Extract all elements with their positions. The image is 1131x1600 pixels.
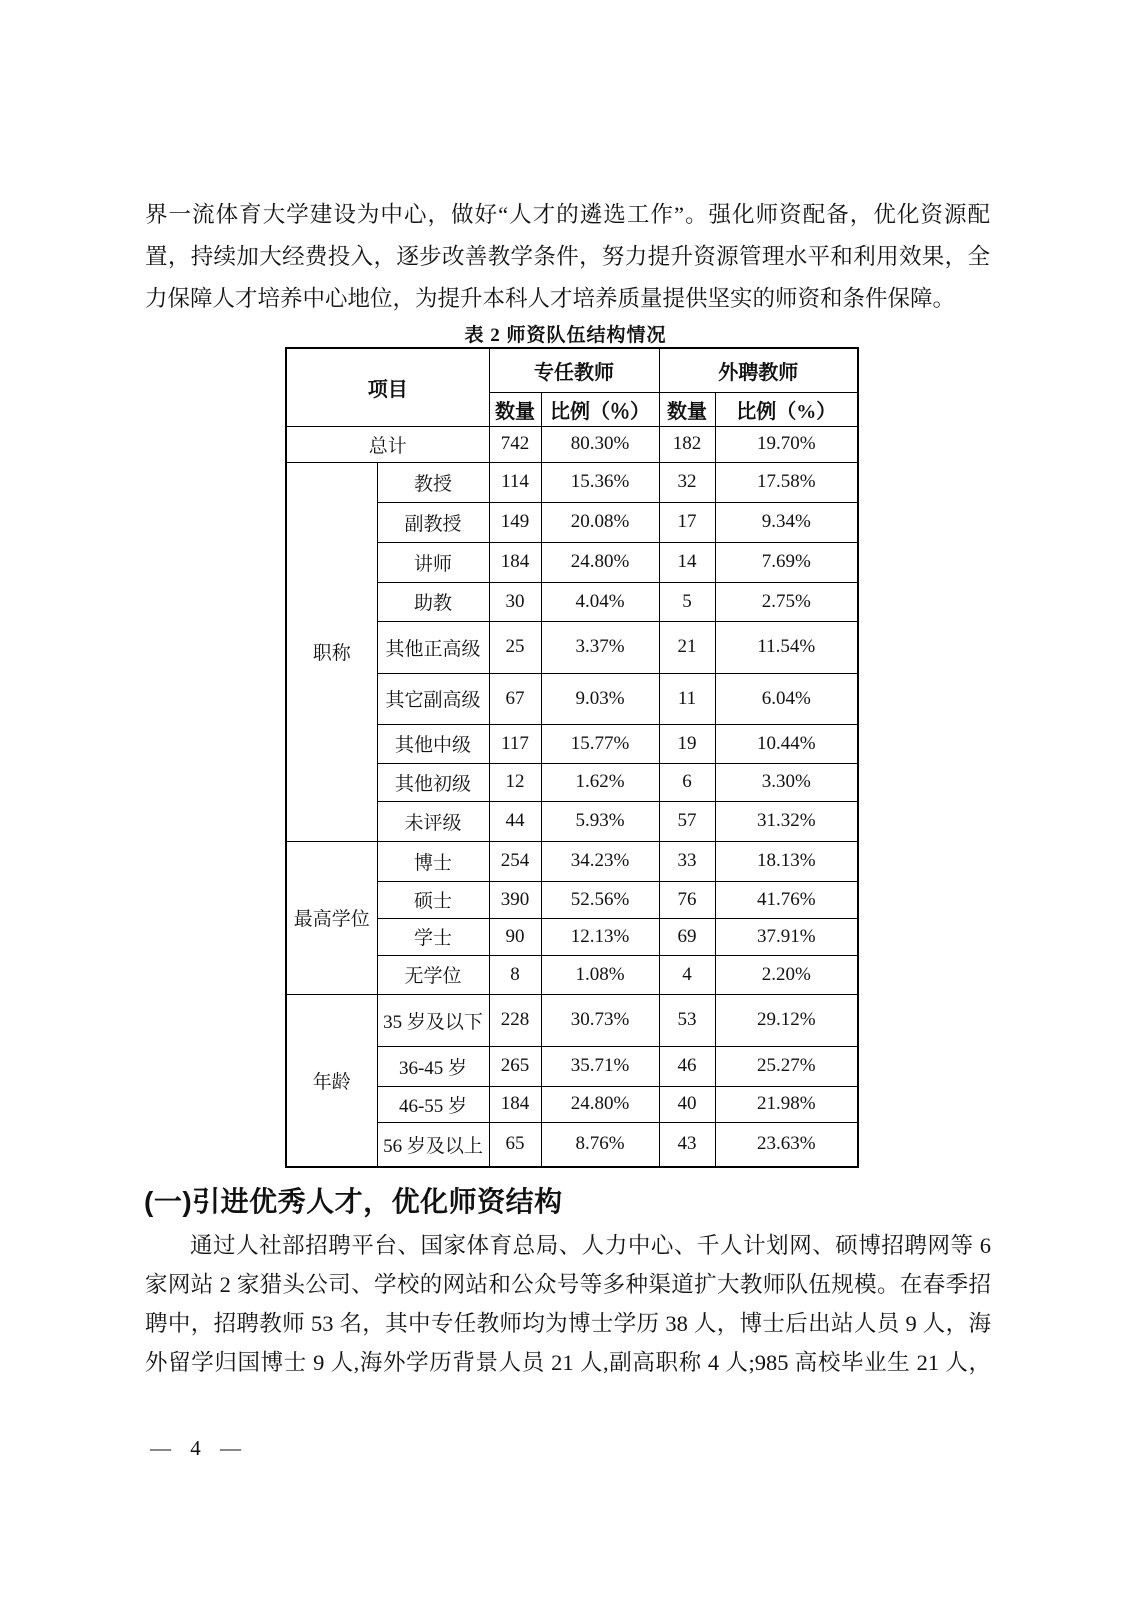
ext-count-cell: 46 bbox=[659, 1046, 715, 1086]
ft-ratio-cell: 34.23% bbox=[541, 841, 659, 881]
ft-count-cell: 67 bbox=[489, 673, 541, 724]
row-label-cell: 硕士 bbox=[377, 881, 489, 918]
table-row bbox=[286, 994, 858, 1046]
ft-count-cell: 184 bbox=[489, 542, 541, 582]
ft-ratio-cell: 15.77% bbox=[541, 724, 659, 763]
row-label-cell: 助教 bbox=[377, 582, 489, 621]
ext-ratio-cell: 9.34% bbox=[715, 502, 858, 542]
paragraph-line: 界一流体育大学建设为中心，做好“人才的遴选工作”。强化师资配备，优化资源配 bbox=[145, 202, 990, 227]
ext-count-cell: 40 bbox=[659, 1086, 715, 1122]
ft-count-cell: 90 bbox=[489, 918, 541, 955]
row-label-cell: 博士 bbox=[377, 841, 489, 881]
ft-ratio-cell: 24.80% bbox=[541, 542, 659, 582]
ext-count-cell: 14 bbox=[659, 542, 715, 582]
ext-ratio-cell: 7.69% bbox=[715, 542, 858, 582]
ft-ratio-cell: 9.03% bbox=[541, 673, 659, 724]
row-label-cell: 讲师 bbox=[377, 542, 489, 582]
ft-ratio-cell: 5.93% bbox=[541, 801, 659, 841]
ft-ratio-cell: 1.62% bbox=[541, 763, 659, 801]
ft-ratio-cell: 8.76% bbox=[541, 1122, 659, 1167]
ft-ratio-cell: 15.36% bbox=[541, 462, 659, 502]
paragraph-line: 置，持续加大经费投入，逐步改善教学条件，努力提升资源管理水平和利用效果，全 bbox=[145, 244, 990, 269]
ext-ratio-cell: 37.91% bbox=[715, 918, 858, 955]
paragraph-line: 聘中，招聘教师 53 名，其中专任教师均为博士学历 38 人，博士后出站人员 9 人，海 bbox=[145, 1311, 991, 1336]
ext-count-cell: 76 bbox=[659, 881, 715, 918]
paragraph-line: 家网站 2 家猎头公司、学校的网站和公众号等多种渠道扩大教师队伍规模。在春季招 bbox=[145, 1272, 991, 1297]
ext-count-cell: 19 bbox=[659, 724, 715, 763]
paragraph-line: 通过人社部招聘平台、国家体育总局、人力中心、千人计划网、硕博招聘网等 6 bbox=[190, 1233, 991, 1258]
ft-count-cell: 25 bbox=[489, 621, 541, 673]
col-header-ft-count: 数量 bbox=[489, 392, 541, 426]
ext-ratio-cell: 17.58% bbox=[715, 462, 858, 502]
ext-ratio-cell: 2.20% bbox=[715, 955, 858, 994]
ft-count-cell: 65 bbox=[489, 1122, 541, 1167]
ext-count-cell: 33 bbox=[659, 841, 715, 881]
group-label-cell: 最高学位 bbox=[286, 841, 377, 994]
table-header-row bbox=[286, 348, 858, 392]
ext-ratio-cell: 31.32% bbox=[715, 801, 858, 841]
ft-ratio-cell: 20.08% bbox=[541, 502, 659, 542]
row-label-cell: 其它副高级 bbox=[377, 673, 489, 724]
row-label-cell: 学士 bbox=[377, 918, 489, 955]
col-header-ft-ratio: 比例（％） bbox=[541, 392, 659, 426]
ft-count-cell: 12 bbox=[489, 763, 541, 801]
ft-ratio-cell: 1.08% bbox=[541, 955, 659, 994]
ext-ratio-cell: 11.54% bbox=[715, 621, 858, 673]
ft-count-cell: 30 bbox=[489, 582, 541, 621]
group-label-cell: 职称 bbox=[286, 462, 377, 841]
group-label-cell: 年龄 bbox=[286, 994, 377, 1167]
ext-ratio-cell: 41.76% bbox=[715, 881, 858, 918]
ext-count-cell: 182 bbox=[659, 426, 715, 462]
ext-count-cell: 43 bbox=[659, 1122, 715, 1167]
ext-count-cell: 32 bbox=[659, 462, 715, 502]
paragraph-line: 外留学归国博士 9 人,海外学历背景人员 21 人,副高职称 4 人;985 高校毕业生 21 人， bbox=[145, 1350, 991, 1375]
ext-count-cell: 53 bbox=[659, 994, 715, 1046]
row-label-cell: 无学位 bbox=[377, 955, 489, 994]
ext-count-cell: 4 bbox=[659, 955, 715, 994]
ext-ratio-cell: 10.44% bbox=[715, 724, 858, 763]
ext-count-cell: 21 bbox=[659, 621, 715, 673]
col-header-fulltime: 专任教师 bbox=[489, 348, 659, 392]
ft-count-cell: 265 bbox=[489, 1046, 541, 1086]
paragraph-line: 力保障人才培养中心地位，为提升本科人才培养质量提供坚实的师资和条件保障。 bbox=[145, 286, 956, 311]
ft-count-cell: 117 bbox=[489, 724, 541, 763]
table-row bbox=[286, 462, 858, 502]
ext-ratio-cell: 23.63% bbox=[715, 1122, 858, 1167]
ext-count-cell: 11 bbox=[659, 673, 715, 724]
row-label-cell: 46-55 岁 bbox=[377, 1086, 489, 1122]
row-label-cell: 其他初级 bbox=[377, 763, 489, 801]
ft-count-cell: 149 bbox=[489, 502, 541, 542]
ext-count-cell: 69 bbox=[659, 918, 715, 955]
col-header-ext-count: 数量 bbox=[659, 392, 715, 426]
ft-count-cell: 228 bbox=[489, 994, 541, 1046]
ft-count-cell: 8 bbox=[489, 955, 541, 994]
ext-ratio-cell: 19.70% bbox=[715, 426, 858, 462]
ft-count-cell: 114 bbox=[489, 462, 541, 502]
ext-count-cell: 5 bbox=[659, 582, 715, 621]
ft-ratio-cell: 4.04% bbox=[541, 582, 659, 621]
ft-ratio-cell: 3.37% bbox=[541, 621, 659, 673]
row-label-cell: 其他正高级 bbox=[377, 621, 489, 673]
ft-count-cell: 390 bbox=[489, 881, 541, 918]
ft-count-cell: 254 bbox=[489, 841, 541, 881]
row-label-cell: 36-45 岁 bbox=[377, 1046, 489, 1086]
table-row-total bbox=[286, 426, 858, 462]
ft-count-cell: 742 bbox=[489, 426, 541, 462]
ext-ratio-cell: 3.30% bbox=[715, 763, 858, 801]
row-label-cell: 56 岁及以上 bbox=[377, 1122, 489, 1167]
staff-structure-table bbox=[285, 347, 859, 1168]
section-heading: (一)引进优秀人才，优化师资结构 bbox=[144, 1186, 563, 1217]
ext-ratio-cell: 29.12% bbox=[715, 994, 858, 1046]
ext-count-cell: 6 bbox=[659, 763, 715, 801]
ext-ratio-cell: 21.98% bbox=[715, 1086, 858, 1122]
ext-ratio-cell: 6.04% bbox=[715, 673, 858, 724]
row-label-cell: 35 岁及以下 bbox=[377, 994, 489, 1046]
row-label-cell: 未评级 bbox=[377, 801, 489, 841]
intro-paragraph bbox=[145, 194, 990, 320]
ft-count-cell: 184 bbox=[489, 1086, 541, 1122]
col-header-external: 外聘教师 bbox=[659, 348, 858, 392]
row-label-cell: 其他中级 bbox=[377, 724, 489, 763]
ext-ratio-cell: 2.75% bbox=[715, 582, 858, 621]
ft-ratio-cell: 35.71% bbox=[541, 1046, 659, 1086]
table-caption: 表 2 师资队伍结构情况 bbox=[464, 325, 667, 346]
ft-ratio-cell: 52.56% bbox=[541, 881, 659, 918]
ft-ratio-cell: 24.80% bbox=[541, 1086, 659, 1122]
ft-ratio-cell: 30.73% bbox=[541, 994, 659, 1046]
page-number: — 4 — bbox=[150, 1436, 243, 1460]
ft-ratio-cell: 80.30% bbox=[541, 426, 659, 462]
row-label-cell: 总计 bbox=[286, 426, 489, 462]
ext-count-cell: 57 bbox=[659, 801, 715, 841]
table-row bbox=[286, 841, 858, 881]
ext-ratio-cell: 18.13% bbox=[715, 841, 858, 881]
body-paragraph bbox=[145, 1226, 991, 1382]
ext-count-cell: 17 bbox=[659, 502, 715, 542]
ft-ratio-cell: 12.13% bbox=[541, 918, 659, 955]
ft-count-cell: 44 bbox=[489, 801, 541, 841]
row-label-cell: 副教授 bbox=[377, 502, 489, 542]
col-header-ext-ratio: 比例（%） bbox=[715, 392, 858, 426]
ext-ratio-cell: 25.27% bbox=[715, 1046, 858, 1086]
col-header-item: 项目 bbox=[286, 348, 489, 426]
row-label-cell: 教授 bbox=[377, 462, 489, 502]
